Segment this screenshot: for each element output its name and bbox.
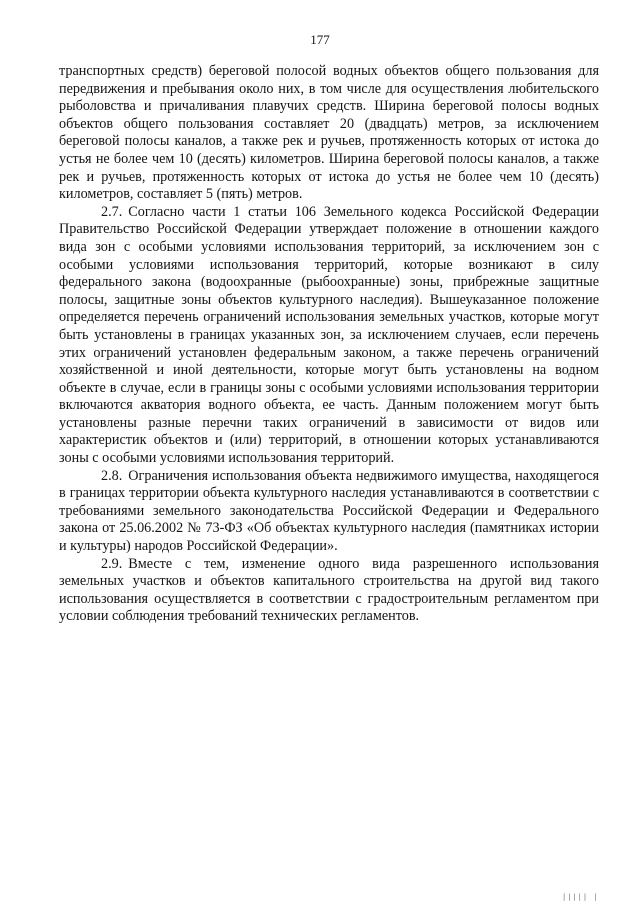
paragraph-2-8 [59, 468, 599, 556]
scan-mark: ||||| | [562, 893, 599, 901]
paragraph-number: 2.8. [101, 467, 123, 484]
paragraph-text: Ограничения использования объекта недвижимого имущества, находящегося в границах территории объекта культурного наследия устанавливаются в соответствии с требованиями земельного законодательства Российской Федерации и Федерального закона от 25.06.2002 № 73-ФЗ «Об объектах культурного наследия (памятниках истории и культуры) народов Российской Федерации». [59, 467, 599, 555]
paragraph-text: Вместе с тем, изменение одного вида разрешенного использования земельных участков и объектов капитального строительства на другой вид такого использования осуществляется в соответствии с градостроительным регламентом при условии соблюдения требований технических регламентов. [59, 555, 599, 625]
paragraph-2-7 [59, 204, 599, 468]
paragraph-continuation [59, 63, 599, 204]
page-number: 177 [310, 32, 330, 47]
paragraph-text: транспортных средств) береговой полосой водных объектов общего пользования для передвижения и пребывания около них, в том числе для осуществления любительского рыболовства и причаливания плавучих средств. Ширина береговой полосы водных объектов общего пользования составляет 20 (двадцать) метров, за исключением береговой полосы каналов, а также рек и ручьев, протяженность которых от истока до устья не более чем 10 (десять) километров. Ширина береговой полосы каналов, а также рек и ручьев, протяженность которых от истока до устья не более чем 10 (десять) километров, составляет 5 (пять) метров. [59, 63, 599, 203]
paragraph-2-9 [59, 556, 599, 626]
paragraph-text: Согласно части 1 статьи 106 Земельного кодекса Российской Федерации Правительство Российской Федерации утверждает положение в отношении каждого вида зон с особыми условиями использования территорий, за исключением зон с особыми условиями использования территорий, которые возникают в силу федерального закона (водоохранные (рыбоохранные) зоны, прибрежные защитные полосы, защитные зоны объектов культурного наследия). Вышеуказанное положение определяется перечень ограничений использования земельных участков, которые могут быть установлены в границах указанных зон, за исключением случаев, если перечень этих ограничений установлен федеральным законом, а также перечень ограничений хозяйственной и иной деятельности, которые могут быть установлены на водном объекте в случае, если в границы зоны с особыми условиями использования территории включаются акватория водного объекта, ее часть. Данным положением могут быть установлены разные перечни таких ограничений в зависимости от видов или характеристик объектов и (или) территорий, в отношении которых устанавливаются зоны с особыми условиями использования территорий. [59, 203, 599, 467]
paragraph-number: 2.7. [101, 203, 123, 220]
document-body [59, 63, 599, 626]
paragraph-number: 2.9. [101, 555, 123, 572]
